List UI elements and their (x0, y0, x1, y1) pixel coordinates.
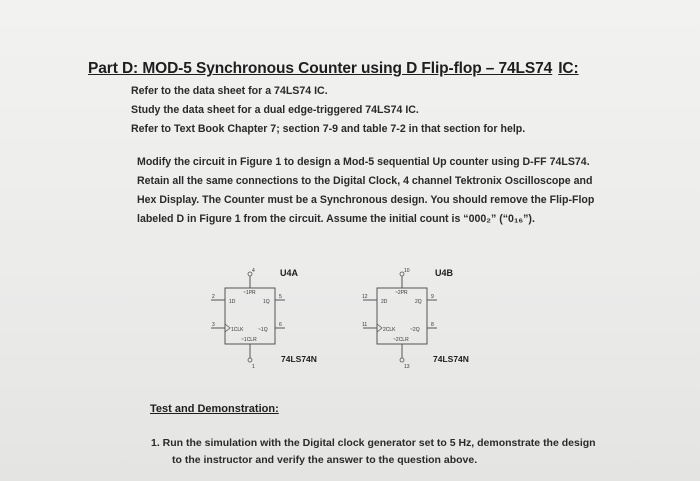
u4b-clk-label: 2CLK (383, 327, 396, 333)
intro-line-1: Refer to the data sheet for a 74LS74 IC. (131, 85, 328, 97)
instruction-line-3: Hex Display. The Counter must be a Synchronous design. You should remove the Flip-Flop (137, 194, 595, 206)
u4b-pin-d: 12 (362, 294, 368, 300)
instruction-line-1: Modify the circuit in Figure 1 to design a Mod-5 sequential Up counter using D-FF 74LS74. (137, 156, 590, 168)
u4a-qbar-label: ~1Q (258, 327, 268, 333)
section-heading-text: Part D: MOD-5 Synchronous Counter using D Flip-flop – 74LS74 (88, 60, 553, 77)
instruction-line-4: labeled D in Figure 1 from the circuit. Assume the initial count is “000₂” (“0₁₆”). (137, 213, 535, 225)
u4a-name: U4A (280, 268, 299, 278)
test-heading: Test and Demonstration: (150, 403, 279, 415)
u4b-pre-label: ~2PR (395, 290, 408, 296)
u4b-qbar-label: ~2Q (410, 327, 420, 333)
u4a-pin-clk: 3 (212, 322, 215, 328)
u4a-pre-label: ~1PR (243, 290, 256, 296)
intro-line-3: Refer to Text Book Chapter 7; section 7-9 and table 7-2 in that section for help. (131, 123, 526, 135)
instruction-line-2: Retain all the same connections to the Digital Clock, 4 channel Tektronix Oscilloscope and (137, 175, 593, 187)
u4b-pin-pre: 10 (404, 268, 410, 274)
u4b-pin-clr: 13 (404, 364, 410, 370)
u4b-pin-clk: 11 (362, 322, 368, 328)
u4b-clr-label: ~2CLR (393, 337, 409, 343)
u4a-clr-label: ~1CLR (241, 337, 257, 343)
u4a-pin-q: 5 (279, 294, 282, 300)
u4b-part: 74LS74N (433, 354, 469, 364)
u4a-pin-d: 2 (212, 294, 215, 300)
section-heading (88, 60, 579, 78)
u4b-pin-qbar: 8 (431, 322, 434, 328)
flip-flop-u4b-symbol (357, 262, 437, 372)
u4a-d-label: 1D (229, 299, 236, 305)
test-item-1-continued: to the instructor and verify the answer to the question above. (172, 454, 478, 466)
u4a-pin-qbar: 6 (279, 322, 282, 328)
u4a-pin-pre: 4 (252, 268, 255, 274)
flip-flop-u4a-symbol (205, 262, 285, 372)
u4b-name: U4B (435, 268, 454, 278)
u4b-q-label: 2Q (415, 299, 422, 305)
intro-line-2: Study the data sheet for a dual edge-triggered 74LS74 IC. (131, 104, 419, 116)
u4b-pin-q: 9 (431, 294, 434, 300)
u4a-q-label: 1Q (263, 299, 270, 305)
u4a-pin-clr: 1 (252, 364, 255, 370)
section-heading-ic: IC: (558, 60, 579, 77)
u4a-part: 74LS74N (281, 354, 317, 364)
u4a-clk-label: 1CLK (231, 327, 244, 333)
u4b-d-label: 2D (381, 299, 388, 305)
test-item-1: 1. Run the simulation with the Digital clock generator set to 5 Hz, demonstrate the design (151, 437, 596, 449)
